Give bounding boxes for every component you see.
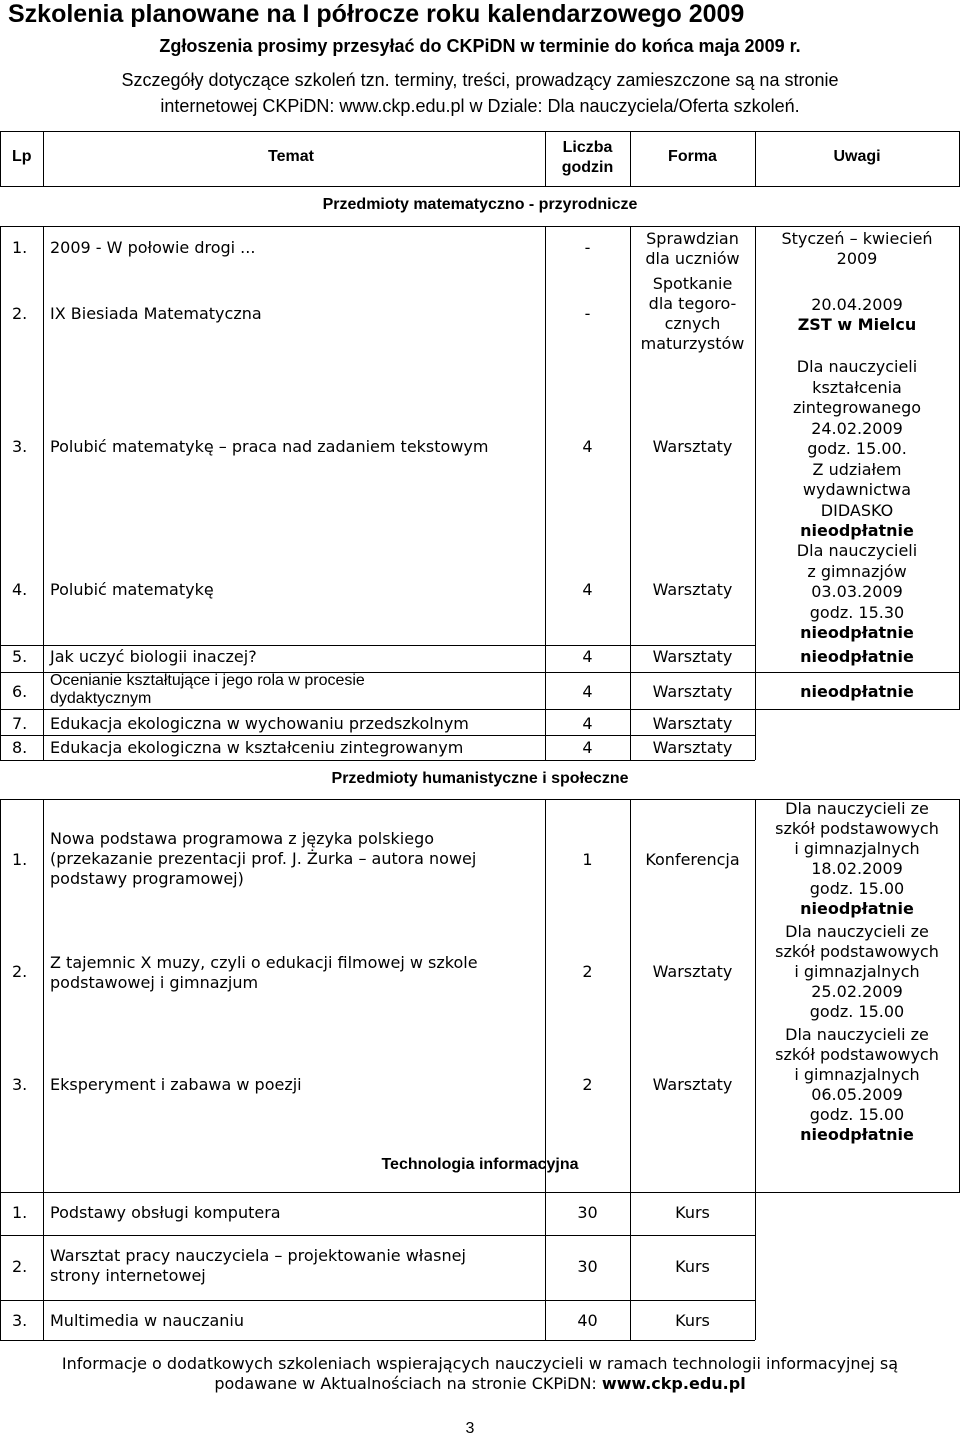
uwagi-line: Dla nauczycieli ze <box>785 1025 929 1044</box>
page-number: 3 <box>465 1420 475 1437</box>
lp-cell: 7. <box>12 714 28 733</box>
uwagi-line: 03.03.2009 <box>811 582 903 601</box>
intro-line-2: internetowej CKPiDN: www.ckp.edu.pl w Dziale: Dla nauczyciela/Oferta szkoleń. <box>160 96 800 116</box>
uwagi-line: 2009 <box>836 249 878 268</box>
uwagi-line: 25.02.2009 <box>811 982 903 1001</box>
lp-cell: 4. <box>12 580 28 599</box>
uwagi-line: DIDASKO <box>820 500 894 520</box>
forma-cell: Kurs <box>675 1203 710 1222</box>
lp-cell: 1. <box>12 238 28 257</box>
uwagi-line: godz. 15.00 <box>809 879 905 898</box>
hours-cell: 2 <box>582 1075 593 1094</box>
temat-line: Z tajemnic X muzy, czyli o edukacji filmowej w szkole <box>50 953 478 972</box>
forma-cell: Warsztaty <box>652 437 733 456</box>
uwagi-line: Dla nauczycieli ze <box>785 799 929 818</box>
forma-line: dla uczniów <box>645 249 740 268</box>
uwagi-line: szkół podstawowych <box>775 942 939 961</box>
math-uwagi-row3 <box>755 357 959 542</box>
hours-cell: 4 <box>582 647 593 666</box>
math-uwagi-dates <box>755 229 959 269</box>
uwagi-line: nieodpłatnie <box>800 899 914 918</box>
uwagi-line: Dla nauczycieli <box>796 541 918 560</box>
lp-cell: 3. <box>12 437 28 456</box>
section-title-humanities: Przedmioty humanistyczne i społeczne <box>331 770 629 787</box>
lp-cell: 2. <box>12 962 28 981</box>
temat-line: strony internetowej <box>50 1266 206 1285</box>
forma-cell <box>630 229 755 269</box>
uwagi-cell: nieodpłatnie <box>800 682 914 701</box>
temat-cell: Polubić matematykę <box>50 580 214 599</box>
hours-cell: 40 <box>577 1311 598 1330</box>
forma-cell: Warsztaty <box>652 580 733 599</box>
forma-cell: Warsztaty <box>652 647 733 666</box>
uwagi-cell <box>755 1025 959 1145</box>
uwagi-line: i gimnazjalnych <box>794 1065 920 1084</box>
forma-cell: Kurs <box>675 1257 710 1276</box>
temat-line: Nowa podstawa programowa z języka polskiego <box>50 829 435 848</box>
lp-cell: 3. <box>12 1311 28 1330</box>
temat-line: podstawowej i gimnazjum <box>50 973 259 992</box>
forma-cell: Kurs <box>675 1311 710 1330</box>
lp-cell: 2. <box>12 1257 28 1276</box>
uwagi-line: 20.04.2009 <box>811 295 903 314</box>
hours-cell: 4 <box>582 682 593 701</box>
uwagi-line: Dla nauczycieli ze <box>785 922 929 941</box>
math-uwagi-row4 <box>755 541 959 644</box>
forma-cell: Warsztaty <box>652 962 733 981</box>
hours-cell: 4 <box>582 714 593 733</box>
header-uwagi: Uwagi <box>833 148 881 165</box>
uwagi-line: nieodpłatnie <box>800 623 914 642</box>
uwagi-line: godz. 15.00 <box>809 1002 905 1021</box>
temat-cell: Eksperyment i zabawa w poezji <box>50 1075 302 1094</box>
forma-line: dla tegoro- <box>648 294 737 313</box>
header-forma: Forma <box>668 148 717 165</box>
hours-cell: 4 <box>582 738 593 757</box>
temat-line: (przekazanie prezentacji prof. J. Żurka – autora nowej <box>50 849 477 868</box>
forma-cell: Warsztaty <box>652 714 733 733</box>
uwagi-line: nieodpłatnie <box>800 521 914 540</box>
footer-line-2-text: podawane w Aktualnościach na stronie CKPiDN: <box>214 1374 602 1393</box>
uwagi-line: 24.02.2009 <box>811 418 903 438</box>
uwagi-line: szkół podstawowych <box>775 819 939 838</box>
temat-cell <box>50 1246 466 1286</box>
temat-cell: Jak uczyć biologii inaczej? <box>50 647 257 666</box>
uwagi-line: wydawnictwa <box>802 480 912 499</box>
header-lp: Lp <box>12 148 32 165</box>
lp-cell: 2. <box>12 304 28 323</box>
header-hours-line-2: godzin <box>561 159 614 176</box>
forma-line: maturzystów <box>640 334 745 353</box>
intro-line-1: Szczegóły dotyczące szkoleń tzn. terminy, treści, prowadzący zamieszczone są na stronie <box>121 70 839 90</box>
temat-line: Ocenianie kształtujące i jego rola w procesie <box>50 672 365 689</box>
document-title: Szkolenia planowane na I półrocze roku kalendarzowego 2009 <box>8 0 745 28</box>
uwagi-line: godz. 15.00. <box>807 439 907 458</box>
lp-cell: 6. <box>12 682 28 701</box>
uwagi-line: Z udziałem <box>812 459 902 479</box>
uwagi-line: i gimnazjalnych <box>794 839 920 858</box>
temat-cell: Podstawy obsługi komputera <box>50 1203 281 1222</box>
forma-cell: Konferencja <box>645 850 740 869</box>
registration-note: Zgłoszenia prosimy przesyłać do CKPiDN w terminie do końca maja 2009 r. <box>159 36 801 56</box>
temat-cell: IX Biesiada Matematyczna <box>50 304 262 323</box>
footer-line-1: Informacje o dodatkowych szkoleniach wspierających nauczycieli w ramach technologii informacyjnej są <box>61 1354 899 1373</box>
forma-line: cznych <box>664 314 721 333</box>
hours-cell: 4 <box>582 437 593 456</box>
header-hours <box>545 138 630 178</box>
footer-note <box>0 1354 960 1394</box>
uwagi-line: godz. 15.00 <box>809 1105 905 1124</box>
uwagi-line: i gimnazjalnych <box>794 962 920 981</box>
forma-cell: Warsztaty <box>652 1075 733 1094</box>
hours-cell: 1 <box>582 850 593 869</box>
lp-cell: 3. <box>12 1075 28 1094</box>
uwagi-line: 06.05.2009 <box>811 1085 903 1104</box>
math-uwagi-biesiada <box>755 295 959 335</box>
temat-cell: Edukacja ekologiczna w wychowaniu przedszkolnym <box>50 714 469 733</box>
temat-cell: Multimedia w nauczaniu <box>50 1311 245 1330</box>
header-temat: Temat <box>268 148 314 165</box>
temat-cell <box>50 953 478 993</box>
temat-cell: 2009 - W połowie drogi ... <box>50 238 256 257</box>
header-hours-line-1: Liczba <box>562 139 613 156</box>
uwagi-line: kształcenia <box>812 377 902 397</box>
uwagi-line: godz. 15.30 <box>809 602 905 622</box>
uwagi-line: 18.02.2009 <box>811 859 903 878</box>
uwagi-line: Dla nauczycieli <box>796 357 918 376</box>
lp-cell: 5. <box>12 647 28 666</box>
uwagi-line: z gimnazjów <box>807 561 907 581</box>
uwagi-line: szkół podstawowych <box>775 1045 939 1064</box>
uwagi-line: zintegrowanego <box>792 398 922 417</box>
uwagi-line: nieodpłatnie <box>800 1125 914 1144</box>
temat-cell <box>50 829 476 889</box>
lp-cell: 8. <box>12 738 28 757</box>
section-title-math: Przedmioty matematyczno - przyrodnicze <box>322 196 638 213</box>
temat-cell: Edukacja ekologiczna w kształceniu zintegrowanym <box>50 738 464 757</box>
footer-line-2 <box>0 1374 960 1394</box>
forma-cell: Warsztaty <box>652 682 733 701</box>
lp-cell: 1. <box>12 850 28 869</box>
hours-cell: 30 <box>577 1203 598 1222</box>
forma-cell: Warsztaty <box>652 738 733 757</box>
hours-cell: - <box>584 238 591 257</box>
hours-cell: - <box>584 304 591 323</box>
section-title-it: Technologia informacyjna <box>381 1156 579 1173</box>
hours-cell: 2 <box>582 962 593 981</box>
temat-line: Warsztat pracy nauczyciela – projektowanie własnej <box>50 1246 466 1265</box>
uwagi-line: ZST w Mielcu <box>797 315 917 334</box>
uwagi-line: Styczeń – kwiecień <box>781 229 933 248</box>
forma-line: Spotkanie <box>652 274 733 293</box>
temat-cell <box>50 672 365 708</box>
temat-line: dydaktycznym <box>50 690 152 707</box>
hours-cell: 30 <box>577 1257 598 1276</box>
lp-cell: 1. <box>12 1203 28 1222</box>
uwagi-cell: nieodpłatnie <box>800 647 914 666</box>
temat-cell: Polubić matematykę – praca nad zadaniem tekstowym <box>50 437 489 456</box>
temat-line: podstawy programowej) <box>50 869 244 888</box>
forma-cell <box>630 274 755 354</box>
uwagi-cell <box>755 922 959 1022</box>
forma-line: Sprawdzian <box>646 229 739 248</box>
uwagi-cell <box>755 799 959 919</box>
ckp-link[interactable]: www.ckp.edu.pl <box>601 1374 746 1393</box>
hours-cell: 4 <box>582 580 593 599</box>
